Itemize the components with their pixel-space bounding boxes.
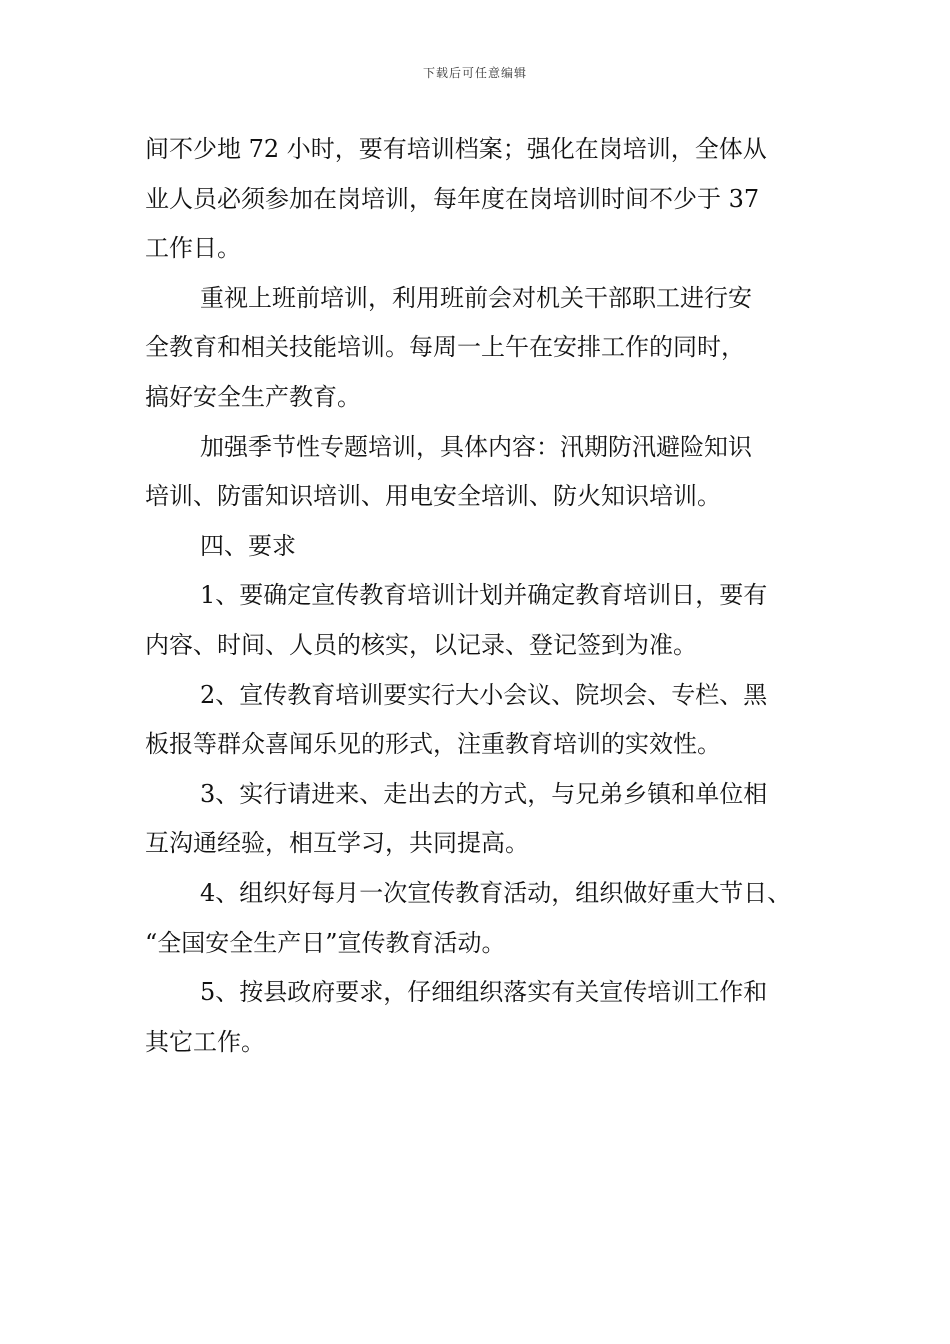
text-line: 1、要确定宣传教育培训计划并确定教育培训日，要有 (200, 581, 768, 610)
paragraph-seasonal-training (145, 423, 810, 522)
section-heading: 四、要求 (200, 531, 296, 560)
text-line: 加强季节性专题培训，具体内容：汛期防汛避险知识 (200, 432, 752, 461)
text-line: 重视上班前培训，利用班前会对机关干部职工进行安 (200, 283, 752, 312)
text-line: 板报等群众喜闻乐见的形式，注重教育培训的实效性。 (145, 730, 721, 759)
requirement-item-4 (145, 869, 810, 968)
text-line: 5、按县政府要求，仔细组织落实有关宣传培训工作和 (200, 978, 768, 1007)
paragraph-pre-shift-training (145, 274, 810, 423)
header-note: 下载后可任意编辑 (422, 66, 527, 80)
text-line: 工作日。 (145, 234, 241, 263)
text-line: 全教育和相关技能培训。每周一上午在安排工作的同时， (145, 333, 745, 362)
section-heading-requirements (145, 522, 810, 572)
text-line: 3、实行请进来、走出去的方式，与兄弟乡镇和单位相 (200, 779, 768, 808)
text-line: 互沟通经验，相互学习，共同提高。 (145, 829, 529, 858)
requirement-item-2 (145, 671, 810, 770)
text-line: 业人员必须参加在岗培训，每年度在岗培训时间不少于 37 (145, 184, 760, 213)
text-line: 4、组织好每月一次宣传教育活动，组织做好重大节日、 (200, 878, 792, 907)
requirement-item-5 (145, 968, 810, 1067)
text-line: 间不少地 72 小时，要有培训档案；强化在岗培训，全体从 (145, 135, 767, 163)
requirement-item-1 (145, 571, 810, 670)
requirement-item-3 (145, 770, 810, 869)
paragraph-training-archive (145, 125, 810, 274)
text-line: 内容、时间、人员的核实，以记录、登记签到为准。 (145, 630, 697, 659)
text-line: 其它工作。 (145, 1027, 265, 1056)
text-line: 2、宣传教育培训要实行大小会议、院坝会、专栏、黑 (200, 680, 768, 709)
document-body (145, 125, 810, 1067)
text-line: 培训、防雷知识培训、用电安全培训、防火知识培训。 (145, 482, 721, 511)
text-line: “全国安全生产日”宣传教育活动。 (145, 928, 506, 957)
text-line: 搞好安全生产教育。 (145, 382, 361, 411)
